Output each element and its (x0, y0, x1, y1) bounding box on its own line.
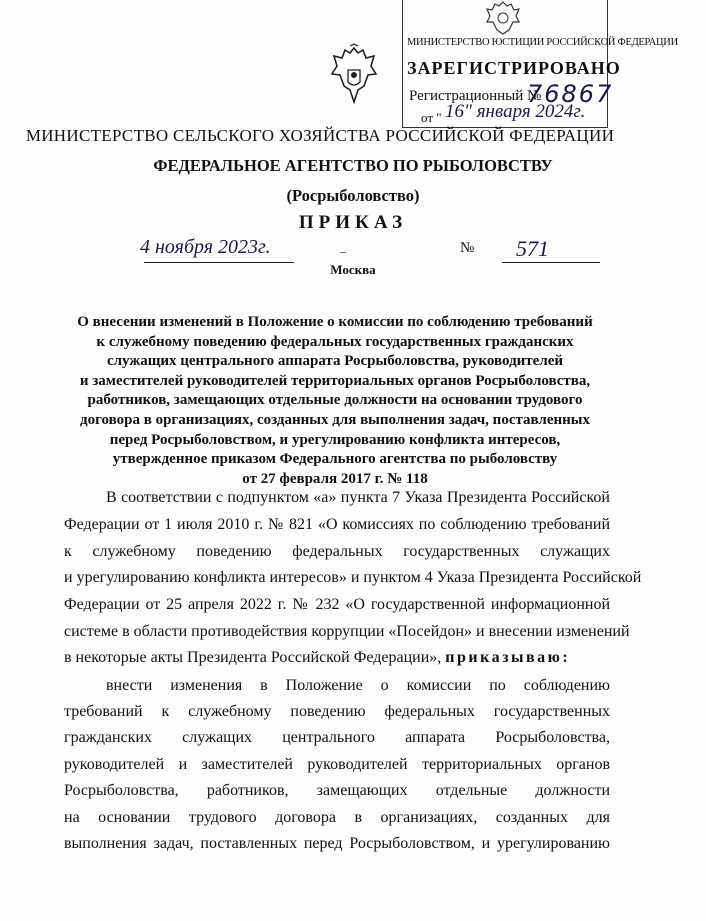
body-line: руководителей и заместителей руководителей территориальных органов (64, 756, 610, 773)
title-line: договора в организациях, созданных для выполнения задач, поставленных (80, 411, 590, 428)
stamp-reg-number: 76867 (527, 80, 614, 108)
body-line: выполнения задач, поставленных перед Росрыболовством, и урегулированию (64, 835, 610, 852)
body-line: требований к служебному поведению федеральных государственных (64, 703, 610, 720)
coat-of-arms-icon (481, 0, 525, 36)
ministry-name: МИНИСТЕРСТВО СЕЛЬСКОГО ХОЗЯЙСТВА РОССИЙСКОЙ ФЕДЕРАЦИИ (25, 126, 615, 145)
body-line-final (64, 649, 610, 667)
body-line: внести изменения в Положение о комиссии по соблюдению (106, 677, 610, 694)
title-line: перед Росрыболовством, и урегулированию конфликта интересов, (109, 431, 561, 448)
agency-short-name: (Росрыболовство) (286, 186, 420, 205)
coat-of-arms-icon (328, 44, 380, 106)
title-line: и заместителей руководителей территориальных органов Росрыболовства, (79, 372, 591, 389)
order-command: приказываю: (445, 649, 571, 666)
title-line: служащих центрального аппарата Росрыболовства, руководителей (106, 353, 564, 370)
order-date: 4 ноября 2023г. (140, 236, 271, 258)
order-title (60, 313, 610, 489)
order-number: 571 (516, 236, 549, 261)
body-line: Федерации от 1 июля 2010 г. № 821 «О комиссиях по соблюдению требований (64, 516, 610, 533)
body-line: Федерации от 25 апреля 2022 г. № 232 «О государственной информационной (64, 596, 610, 613)
stamp-date-prefix: от " (421, 110, 442, 125)
title-line: к служебному поведению федеральных государственных гражданских (96, 333, 574, 350)
stamp-ministry: МИНИСТЕРСТВО ЮСТИЦИИ РОССИЙСКОЙ ФЕДЕРАЦИИ (407, 37, 678, 48)
number-sign: № (460, 240, 475, 256)
city: Москва (330, 262, 376, 277)
body-line: к служебному поведению федеральных государственных служащих (64, 543, 610, 560)
title-line: О внесении изменений в Положение о комиссии по соблюдению требований (77, 314, 593, 330)
body-line: и урегулированию конфликта интересов» и пунктом 4 Указа Президента Российской (64, 569, 642, 586)
stamp-reg-label: Регистрационный № (409, 88, 542, 104)
body-line: гражданских служащих центрального аппарата Росрыболовства, (64, 729, 610, 746)
body-line: В соответствии с подпунктом «а» пункта 7 Указа Президента Российской (106, 489, 610, 506)
title-line: утвержденное приказом Федерального агентства по рыболовству (112, 451, 558, 468)
body-line: системе в области противодействия коррупции «Посейдон» и внесении изменений (64, 623, 630, 640)
stamp-registered: ЗАРЕГИСТРИРОВАНО (407, 58, 621, 78)
body-line: Росрыболовства, работников, замещающих отдельные должности (64, 782, 610, 799)
registration-stamp (402, 0, 678, 128)
body-line-text: в некоторые акты Президента Российской Федерации», (64, 649, 442, 666)
agency-name: ФЕДЕРАЛЬНОЕ АГЕНТСТВО ПО РЫБОЛОВСТВУ (153, 156, 553, 175)
document-type: ПРИКАЗ (298, 212, 408, 233)
dash-mark: – (340, 244, 346, 258)
title-line: работников, замещающих отдельные должности на основании трудового (87, 392, 583, 409)
stamp-date-value: 16" января 2024г. (445, 101, 586, 122)
title-line: от 27 февраля 2017 г. № 118 (242, 470, 428, 487)
body-line: на основании трудового договора в организациях, созданных для (64, 809, 610, 826)
